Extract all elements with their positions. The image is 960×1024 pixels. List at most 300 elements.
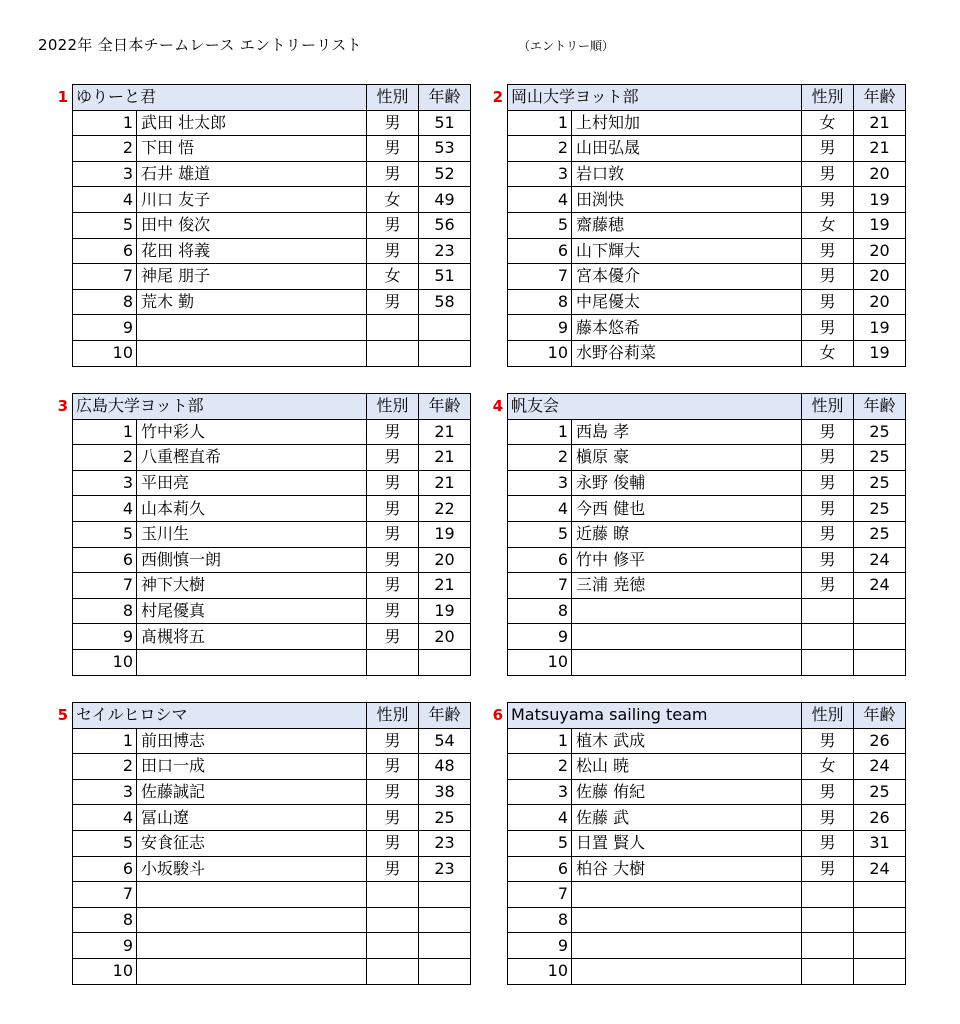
- table-header-row: [508, 394, 906, 420]
- member-gender: [367, 882, 419, 908]
- member-age: 25: [419, 805, 471, 831]
- table-header-row: [73, 85, 471, 111]
- table-row: [508, 882, 906, 908]
- member-gender: 男: [802, 779, 854, 805]
- entry-number: 6: [73, 547, 137, 573]
- member-name: 平田亮: [137, 470, 367, 496]
- member-age: 22: [419, 496, 471, 522]
- table-row: [508, 136, 906, 162]
- entry-number: 6: [508, 238, 572, 264]
- entry-number: 5: [73, 212, 137, 238]
- entry-number: 8: [73, 289, 137, 315]
- page-title: 2022年 全日本チームレース エントリーリスト: [38, 36, 362, 54]
- member-name: 近藤 瞭: [572, 521, 802, 547]
- entry-number: 2: [508, 754, 572, 780]
- member-gender: 男: [367, 136, 419, 162]
- entry-number: 2: [73, 136, 137, 162]
- entry-number: 8: [508, 598, 572, 624]
- member-gender: 男: [367, 805, 419, 831]
- entry-number: 2: [508, 445, 572, 471]
- member-age: 21: [419, 470, 471, 496]
- member-name: 永野 俊輔: [572, 470, 802, 496]
- member-gender: 男: [367, 573, 419, 599]
- member-gender: [802, 907, 854, 933]
- entry-number: 10: [73, 649, 137, 675]
- member-age: 58: [419, 289, 471, 315]
- member-gender: 男: [802, 264, 854, 290]
- member-gender: 男: [802, 805, 854, 831]
- member-age: 19: [854, 340, 906, 366]
- member-gender: [367, 340, 419, 366]
- member-age: [854, 933, 906, 959]
- table-header-row: [508, 703, 906, 729]
- member-age: 21: [854, 110, 906, 136]
- gender-header: 性別: [367, 703, 419, 729]
- member-name: 川口 友子: [137, 187, 367, 213]
- table-row: [508, 187, 906, 213]
- table-row: [508, 624, 906, 650]
- member-name: 三浦 尭徳: [572, 573, 802, 599]
- member-gender: 男: [367, 624, 419, 650]
- table-row: [508, 238, 906, 264]
- member-age: 23: [419, 238, 471, 264]
- member-age: 49: [419, 187, 471, 213]
- member-gender: 女: [802, 340, 854, 366]
- table-row: [508, 521, 906, 547]
- entry-number: 9: [73, 933, 137, 959]
- table-row: [73, 289, 471, 315]
- table-header-row: [508, 85, 906, 111]
- member-age: 25: [854, 445, 906, 471]
- team-block-1: [57, 84, 470, 367]
- table-row: [73, 187, 471, 213]
- entry-number: 7: [73, 264, 137, 290]
- entry-number: 1: [508, 728, 572, 754]
- member-age: 24: [854, 547, 906, 573]
- member-name: [137, 882, 367, 908]
- member-age: 19: [854, 187, 906, 213]
- member-name: 西側慎一朗: [137, 547, 367, 573]
- member-gender: 男: [367, 521, 419, 547]
- member-name: 山本莉久: [137, 496, 367, 522]
- entry-number: 10: [508, 649, 572, 675]
- table-row: [73, 547, 471, 573]
- member-gender: 男: [367, 598, 419, 624]
- entry-number: 3: [508, 470, 572, 496]
- member-age: 25: [854, 470, 906, 496]
- table-header-row: [73, 394, 471, 420]
- age-header: 年齢: [419, 703, 471, 729]
- member-age: 19: [854, 315, 906, 341]
- team-number: 2: [492, 88, 503, 106]
- table-row: [508, 779, 906, 805]
- member-age: 25: [854, 779, 906, 805]
- member-age: 51: [419, 264, 471, 290]
- team-name: 広島大学ヨット部: [73, 394, 367, 420]
- member-name: 小坂駿斗: [137, 856, 367, 882]
- member-gender: [367, 649, 419, 675]
- member-age: [854, 649, 906, 675]
- member-name: [572, 882, 802, 908]
- member-name: 山下輝大: [572, 238, 802, 264]
- table-row: [508, 728, 906, 754]
- team-number: 4: [492, 397, 503, 415]
- entry-number: 10: [508, 958, 572, 984]
- table-row: [73, 110, 471, 136]
- member-gender: [802, 882, 854, 908]
- member-name: 神下大樹: [137, 573, 367, 599]
- age-header: 年齢: [854, 85, 906, 111]
- member-gender: 男: [802, 187, 854, 213]
- table-row: [508, 754, 906, 780]
- member-name: 植木 武成: [572, 728, 802, 754]
- member-gender: 男: [802, 573, 854, 599]
- member-age: 20: [419, 624, 471, 650]
- member-gender: 男: [802, 470, 854, 496]
- member-age: 20: [854, 238, 906, 264]
- table-row: [508, 340, 906, 366]
- member-gender: 男: [802, 419, 854, 445]
- member-name: 中尾優太: [572, 289, 802, 315]
- member-gender: 男: [802, 445, 854, 471]
- table-row: [508, 496, 906, 522]
- member-gender: 男: [802, 238, 854, 264]
- table-row: [73, 805, 471, 831]
- entry-number: 9: [508, 933, 572, 959]
- table-row: [73, 264, 471, 290]
- member-name: 宮本優介: [572, 264, 802, 290]
- team-roster-table: [507, 393, 906, 676]
- entry-number: 3: [73, 779, 137, 805]
- member-name: 田口一成: [137, 754, 367, 780]
- member-age: 20: [854, 264, 906, 290]
- member-name: 八重樫直希: [137, 445, 367, 471]
- member-name: 石井 雄道: [137, 161, 367, 187]
- member-age: 24: [854, 856, 906, 882]
- member-name: [572, 933, 802, 959]
- entry-number: 4: [508, 805, 572, 831]
- table-row: [73, 315, 471, 341]
- member-gender: 男: [367, 754, 419, 780]
- member-name: 水野谷莉菜: [572, 340, 802, 366]
- entry-number: 1: [73, 728, 137, 754]
- member-name: [137, 933, 367, 959]
- table-row: [508, 573, 906, 599]
- member-name: 佐藤 武: [572, 805, 802, 831]
- member-name: 安食征志: [137, 830, 367, 856]
- entry-number: 7: [73, 882, 137, 908]
- table-header-row: [73, 703, 471, 729]
- member-name: 前田博志: [137, 728, 367, 754]
- member-age: 52: [419, 161, 471, 187]
- entry-number: 5: [73, 830, 137, 856]
- member-age: [419, 882, 471, 908]
- entry-number: 3: [73, 470, 137, 496]
- entry-number: 1: [508, 419, 572, 445]
- member-age: 53: [419, 136, 471, 162]
- entry-number: 7: [508, 264, 572, 290]
- team-block-2: [492, 84, 905, 367]
- table-row: [508, 907, 906, 933]
- table-row: [73, 161, 471, 187]
- team-roster-table: [507, 84, 906, 367]
- table-row: [508, 649, 906, 675]
- age-header: 年齢: [854, 394, 906, 420]
- table-row: [73, 598, 471, 624]
- member-gender: [367, 933, 419, 959]
- team-block-5: [57, 702, 470, 985]
- member-name: 竹中 修平: [572, 547, 802, 573]
- member-gender: 男: [367, 238, 419, 264]
- member-gender: [367, 907, 419, 933]
- entry-number: 4: [73, 496, 137, 522]
- member-age: 23: [419, 856, 471, 882]
- gender-header: 性別: [367, 85, 419, 111]
- member-age: 19: [419, 598, 471, 624]
- table-row: [73, 340, 471, 366]
- member-gender: 男: [802, 315, 854, 341]
- entry-number: 8: [73, 598, 137, 624]
- table-row: [508, 419, 906, 445]
- team-roster-table: [72, 702, 471, 985]
- member-name: 神尾 朋子: [137, 264, 367, 290]
- age-header: 年齢: [419, 85, 471, 111]
- team-number: 3: [57, 397, 68, 415]
- member-age: 20: [854, 289, 906, 315]
- table-row: [73, 212, 471, 238]
- member-name: 藤本悠希: [572, 315, 802, 341]
- member-age: 31: [854, 830, 906, 856]
- table-row: [73, 779, 471, 805]
- team-name: 帆友会: [508, 394, 802, 420]
- member-age: 21: [419, 419, 471, 445]
- table-row: [73, 624, 471, 650]
- table-row: [73, 521, 471, 547]
- table-row: [508, 470, 906, 496]
- table-row: [508, 212, 906, 238]
- table-row: [73, 933, 471, 959]
- entry-number: 5: [508, 830, 572, 856]
- member-name: 山田弘晟: [572, 136, 802, 162]
- member-name: 竹中彩人: [137, 419, 367, 445]
- entry-number: 6: [73, 856, 137, 882]
- member-age: 25: [854, 521, 906, 547]
- entry-number: 7: [508, 882, 572, 908]
- entry-number: 8: [508, 907, 572, 933]
- member-name: 柏谷 大樹: [572, 856, 802, 882]
- member-age: 26: [854, 805, 906, 831]
- member-name: [572, 907, 802, 933]
- member-name: 日置 賢人: [572, 830, 802, 856]
- member-name: 玉川生: [137, 521, 367, 547]
- member-age: 21: [419, 573, 471, 599]
- member-age: 24: [854, 573, 906, 599]
- table-row: [508, 161, 906, 187]
- table-row: [73, 649, 471, 675]
- team-number: 1: [57, 88, 68, 106]
- member-gender: 男: [367, 830, 419, 856]
- member-age: [419, 907, 471, 933]
- member-name: [137, 315, 367, 341]
- entry-number: 6: [508, 856, 572, 882]
- member-gender: 女: [802, 754, 854, 780]
- member-gender: 男: [802, 161, 854, 187]
- table-row: [73, 496, 471, 522]
- member-age: [419, 315, 471, 341]
- member-age: [854, 958, 906, 984]
- table-row: [73, 907, 471, 933]
- member-gender: [802, 624, 854, 650]
- member-age: 24: [854, 754, 906, 780]
- member-name: [137, 907, 367, 933]
- team-name: 岡山大学ヨット部: [508, 85, 802, 111]
- entry-number: 1: [73, 110, 137, 136]
- table-row: [508, 289, 906, 315]
- member-name: [137, 340, 367, 366]
- member-name: 齋藤穂: [572, 212, 802, 238]
- member-gender: 男: [802, 496, 854, 522]
- member-name: 槇原 豪: [572, 445, 802, 471]
- table-row: [508, 830, 906, 856]
- member-name: 今西 健也: [572, 496, 802, 522]
- entry-number: 10: [73, 340, 137, 366]
- entry-number: 5: [73, 521, 137, 547]
- member-name: 村尾優真: [137, 598, 367, 624]
- member-age: 19: [419, 521, 471, 547]
- entry-number: 6: [73, 238, 137, 264]
- age-header: 年齢: [419, 394, 471, 420]
- table-row: [508, 264, 906, 290]
- member-gender: 男: [367, 496, 419, 522]
- member-age: 56: [419, 212, 471, 238]
- member-age: 25: [854, 496, 906, 522]
- team-roster-table: [507, 702, 906, 985]
- entry-number: 4: [73, 805, 137, 831]
- member-name: [137, 649, 367, 675]
- member-name: 佐藤 侑紀: [572, 779, 802, 805]
- member-gender: 女: [802, 212, 854, 238]
- table-row: [73, 238, 471, 264]
- entry-number: 3: [73, 161, 137, 187]
- team-roster-table: [72, 84, 471, 367]
- entry-number: 2: [73, 445, 137, 471]
- member-age: [854, 882, 906, 908]
- member-age: 21: [854, 136, 906, 162]
- entry-number: 2: [73, 754, 137, 780]
- member-age: [854, 598, 906, 624]
- member-age: [419, 933, 471, 959]
- team-block-4: [492, 393, 905, 676]
- member-age: 19: [854, 212, 906, 238]
- table-row: [508, 547, 906, 573]
- member-name: 上村知加: [572, 110, 802, 136]
- entry-number: 5: [508, 521, 572, 547]
- gender-header: 性別: [802, 85, 854, 111]
- entry-number: 8: [73, 907, 137, 933]
- table-row: [73, 728, 471, 754]
- entry-number: 2: [508, 136, 572, 162]
- member-gender: [367, 315, 419, 341]
- member-name: 田渕快: [572, 187, 802, 213]
- team-roster-table: [72, 393, 471, 676]
- member-name: 西島 孝: [572, 419, 802, 445]
- team-name: セイルヒロシマ: [73, 703, 367, 729]
- member-name: 荒木 勤: [137, 289, 367, 315]
- age-header: 年齢: [854, 703, 906, 729]
- member-gender: 男: [367, 419, 419, 445]
- member-age: [854, 624, 906, 650]
- member-gender: 男: [367, 212, 419, 238]
- team-number: 5: [57, 706, 68, 724]
- member-gender: 男: [802, 289, 854, 315]
- entry-number: 5: [508, 212, 572, 238]
- member-gender: 男: [802, 547, 854, 573]
- member-gender: 男: [802, 830, 854, 856]
- member-age: 25: [854, 419, 906, 445]
- member-gender: 男: [367, 728, 419, 754]
- table-row: [73, 470, 471, 496]
- table-row: [73, 754, 471, 780]
- table-row: [73, 958, 471, 984]
- table-row: [73, 830, 471, 856]
- entry-number: 4: [508, 187, 572, 213]
- member-gender: [802, 598, 854, 624]
- member-age: 20: [419, 547, 471, 573]
- entry-number: 7: [73, 573, 137, 599]
- entry-number: 10: [73, 958, 137, 984]
- table-row: [508, 856, 906, 882]
- member-name: 松山 暁: [572, 754, 802, 780]
- member-gender: [802, 958, 854, 984]
- member-gender: 男: [367, 779, 419, 805]
- member-age: 54: [419, 728, 471, 754]
- member-age: [419, 958, 471, 984]
- member-name: 下田 悟: [137, 136, 367, 162]
- gender-header: 性別: [802, 394, 854, 420]
- gender-header: 性別: [802, 703, 854, 729]
- team-name: ゆりーと君: [73, 85, 367, 111]
- entry-number: 8: [508, 289, 572, 315]
- member-name: 髙槻将五: [137, 624, 367, 650]
- member-gender: 男: [367, 161, 419, 187]
- member-name: 花田 将義: [137, 238, 367, 264]
- member-gender: [367, 958, 419, 984]
- entry-number: 9: [73, 624, 137, 650]
- entry-number: 9: [508, 624, 572, 650]
- member-name: [572, 598, 802, 624]
- member-age: 51: [419, 110, 471, 136]
- member-gender: 男: [367, 289, 419, 315]
- member-age: 20: [854, 161, 906, 187]
- table-row: [508, 933, 906, 959]
- table-row: [73, 856, 471, 882]
- team-number: 6: [492, 706, 503, 724]
- team-block-6: [492, 702, 905, 985]
- entry-number: 4: [73, 187, 137, 213]
- entry-number: 9: [73, 315, 137, 341]
- table-row: [508, 110, 906, 136]
- member-name: 佐藤誠記: [137, 779, 367, 805]
- team-name: Matsuyama sailing team: [508, 703, 802, 729]
- entry-number: 4: [508, 496, 572, 522]
- entry-number: 7: [508, 573, 572, 599]
- member-gender: 男: [802, 521, 854, 547]
- member-age: [419, 340, 471, 366]
- table-row: [73, 136, 471, 162]
- gender-header: 性別: [367, 394, 419, 420]
- entry-number: 3: [508, 161, 572, 187]
- entry-number: 9: [508, 315, 572, 341]
